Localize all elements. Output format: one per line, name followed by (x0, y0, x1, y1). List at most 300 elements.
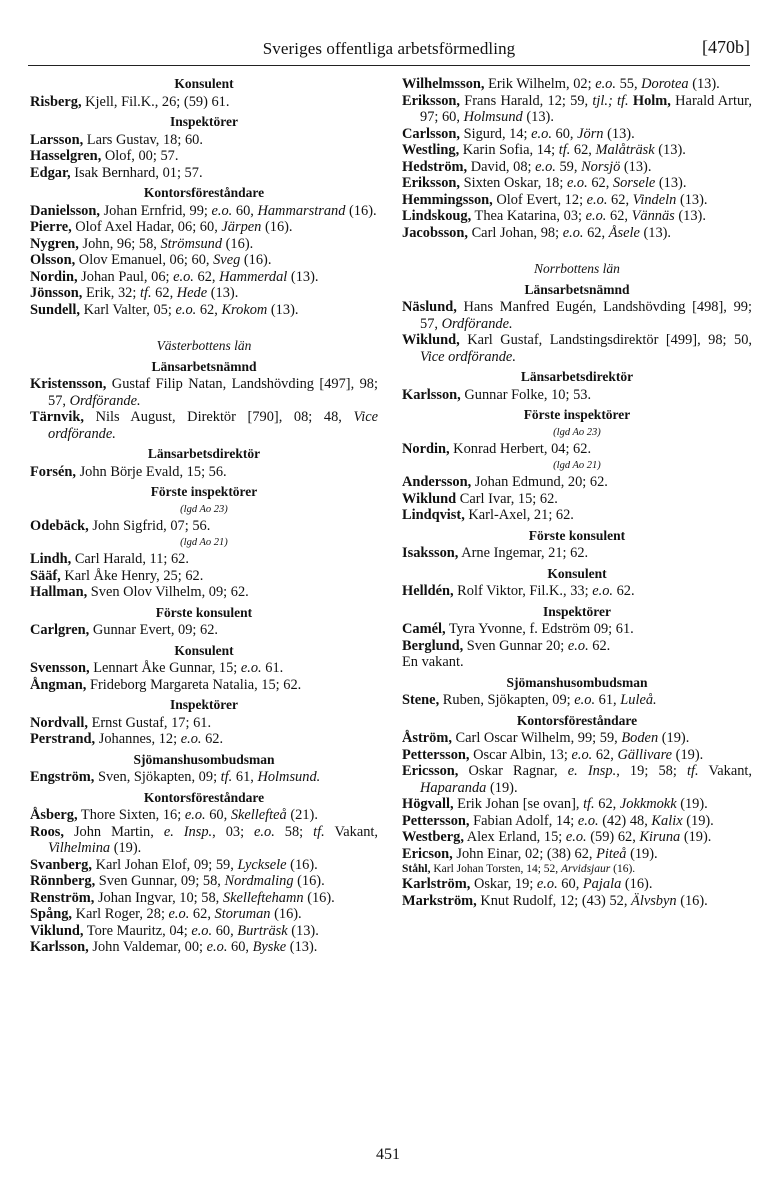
section-heading: Kontorsföreståndare (143, 185, 265, 200)
entry-text: (13). (620, 158, 652, 175)
entry-text: 60, (212, 922, 238, 939)
entry-text: Hans Manfred Eugén, Landshövding [498], 99; 57, (420, 299, 752, 332)
entry-italic-text: Boden (621, 730, 659, 746)
entry-italic-text: e.o. (595, 76, 616, 92)
directory-entry (30, 807, 378, 824)
entry-text: 62. (588, 637, 611, 654)
entry-surname: Stene, (402, 692, 440, 708)
section-heading: Konsulent (547, 565, 607, 581)
entry-italic-text: Gällivare (617, 746, 673, 763)
entry-italic-text: Vännäs (631, 208, 675, 224)
entry-text: Tyra Yvonne, f. Edström 09; 61. (445, 621, 634, 637)
entry-text: Oscar Albin, 13; (469, 746, 572, 763)
area-note: (lgd Ao 21) (553, 460, 601, 471)
entry-italic-text: Hede (176, 285, 208, 301)
entry-italic-text: e.o. (254, 823, 275, 840)
directory-entry (30, 132, 378, 149)
directory-entry (30, 939, 378, 956)
directory-entry (402, 441, 752, 458)
directory-entry (30, 584, 378, 601)
entry-text: Olov Emanuel, 06; 60, (75, 252, 214, 268)
directory-entry (30, 285, 378, 302)
directory-entry (402, 621, 752, 638)
right-column (402, 76, 752, 909)
entry-text: 61. (261, 660, 284, 676)
entry-italic-text: e.o. (535, 158, 556, 175)
entry-text: Gunnar Folke, 10; 53. (460, 386, 592, 403)
directory-entry (402, 126, 752, 143)
entry-text: (16). (293, 873, 325, 889)
directory-entry (402, 491, 752, 508)
entry-surname: Andersson, (402, 474, 472, 490)
entry-italic-text: e.o. (586, 191, 608, 208)
entry-italic-text: Holmsund. (257, 769, 321, 785)
entry-italic-text: tf. (220, 769, 233, 785)
entry-italic-text: e.o. (175, 301, 197, 318)
entry-text: Frideborg Margareta Natalia, 15; 62. (86, 676, 302, 693)
entry-italic-text: e.o. (168, 906, 190, 922)
entry-text: Sven Gunnar 20; (463, 637, 568, 654)
section-heading: Kontorsföreståndare (516, 712, 638, 728)
entry-italic-text: Jokkmokk (619, 796, 677, 812)
entry-text: Isak Bernhard, 01; 57. (70, 164, 203, 181)
entry-surname: Ericsson, (402, 763, 459, 779)
entry-text: (16). (261, 219, 293, 235)
entry-text: Erik Johan [se ovan], (453, 796, 584, 812)
entry-italic-text: Vice ordförande. (48, 409, 378, 442)
entry-text: 60, (227, 939, 253, 955)
entry-text: (16). (222, 235, 254, 252)
entry-italic-text: Åsele (608, 224, 640, 241)
entry-italic-text: Hammerdal (219, 268, 288, 285)
entry-surname: Rönnberg, (30, 873, 96, 889)
directory-entry (30, 219, 378, 236)
entry-text: Gustaf Filip Natan, Landshövding [497], 98; 57, (48, 376, 378, 409)
section-heading: Länsarbetsnämnd (524, 281, 630, 297)
section-heading: Länsarbetsdirektör (520, 369, 634, 384)
entry-surname: Kristensson, (30, 376, 107, 392)
entry-text: 62, (592, 746, 618, 763)
entry-italic-text: Skelleftehamn (222, 889, 304, 906)
section-heading: Konsulent (174, 76, 234, 91)
section-heading: Förste konsulent (155, 604, 253, 620)
entry-italic-text: e.o. (571, 746, 593, 763)
entry-italic-text: tf. (558, 142, 571, 158)
entry-text: Johan Ernfrid, 99; (99, 202, 212, 219)
entry-surname: Holm, (632, 92, 671, 109)
entry-text: (13). (286, 939, 318, 955)
entry-text: Olof, 00; 57. (101, 148, 179, 164)
entry-text: Tore Mauritz, 04; (83, 922, 192, 939)
entry-surname: Nordin, (30, 268, 78, 285)
entry-text: Knut Rudolf, 12; (43) 52, (476, 892, 632, 909)
entry-text: Sven, Sjökapten, 09; (94, 769, 221, 785)
entry-text: (13). (676, 191, 708, 208)
directory-entry (402, 507, 752, 524)
entry-text: (19). (672, 746, 704, 763)
entry-italic-text: Krokom (221, 301, 268, 318)
entry-surname: Jacobsson, (402, 224, 468, 241)
entry-text: 62, (193, 268, 220, 285)
entry-text: (19). (682, 812, 714, 829)
entry-text: Erik, 32; (82, 285, 140, 301)
entry-text: 60, (557, 876, 583, 892)
entry-surname: Svanberg, (30, 856, 92, 873)
directory-entry (30, 873, 378, 890)
entry-text: (13). (688, 76, 720, 92)
directory-entry (30, 906, 378, 923)
directory-entry (30, 376, 378, 409)
entry-text: Karl Gustaf, Landstingsdirektör [499], 98; 50, (459, 332, 752, 348)
directory-entry (402, 654, 752, 671)
county-heading: Norrbottens län (534, 261, 620, 276)
entry-text: 62, (583, 224, 609, 241)
entry-text: 60, (551, 125, 578, 142)
entry-surname: Ericson, (402, 845, 453, 862)
entry-surname: Helldén, (402, 583, 454, 599)
entry-italic-text: e.o. (577, 812, 599, 829)
section-heading: Inspektörer (169, 697, 238, 712)
entry-italic-text: e.o. (211, 202, 233, 219)
entry-text: John Börje Evald, 15; 56. (75, 463, 227, 480)
entry-italic-text: Vilhelmina (48, 840, 111, 856)
entry-text: Johan Edmund, 20; 62. (471, 474, 608, 490)
entry-text: Nils August, Direktör [790], 08; 48, (83, 409, 354, 425)
entry-surname: Eriksson, (402, 175, 460, 191)
entry-italic-text: e.o. (567, 637, 589, 654)
entry-text: 59, (555, 158, 582, 175)
entry-surname: Camél, (402, 621, 446, 637)
entry-text: , 03; (212, 823, 255, 840)
entry-text: Kjell, Fil.K., 26; (59) 61. (81, 93, 230, 110)
directory-entry (30, 236, 378, 253)
entry-surname: Karlström, (402, 876, 471, 892)
entry-italic-text: Strömsund (160, 235, 223, 252)
entry-text: Carl Johan, 98; (467, 224, 563, 241)
entry-text: (42) 48, (598, 812, 652, 829)
entry-text: 61, (595, 692, 621, 708)
entry-surname: Ångman, (30, 676, 87, 693)
directory-entry (402, 208, 752, 225)
directory-entry (30, 568, 378, 585)
entry-italic-text: tf. (139, 285, 152, 301)
entry-text: (19). (680, 829, 712, 845)
entry-text: Konrad Herbert, 04; 62. (449, 440, 592, 457)
entry-text: Carl Oscar Wilhelm, 99; 59, (451, 730, 622, 746)
entry-text: Harald Artur, 97; 60, (420, 92, 752, 125)
entry-surname: Wiklund (402, 490, 457, 507)
entry-text: Olof Axel Hadar, 06; 60, (71, 219, 222, 235)
entry-surname: Westberg, (402, 829, 464, 845)
entry-text: (16). (676, 892, 708, 909)
entry-surname: Lindqvist, (402, 507, 465, 523)
entry-italic-text: Malåträsk (595, 142, 655, 158)
entry-text: Johan Ingvar, 10; 58, (94, 889, 223, 906)
entry-italic-text: Haparanda (420, 779, 487, 796)
entry-surname: Ståhl, (402, 863, 431, 875)
directory-entry (402, 638, 752, 655)
entry-surname: Jönsson, (30, 285, 83, 301)
entry-surname: Larsson, (30, 131, 84, 148)
directory-entry (402, 93, 752, 126)
entry-surname: Westling, (402, 142, 460, 158)
directory-entry (30, 715, 378, 732)
entry-text: Sixten Oskar, 18; (459, 175, 567, 191)
entry-surname: Danielsson, (30, 202, 100, 219)
entry-text: Johan Paul, 06; (77, 268, 174, 285)
entry-text: Alex Erland, 15; (463, 829, 566, 845)
entry-italic-text: tf. (686, 763, 699, 779)
directory-entry (30, 148, 378, 165)
entry-surname: Hallman, (30, 584, 88, 600)
directory-entry (30, 769, 378, 786)
entry-surname: Engström, (30, 769, 95, 785)
entry-text: (19). (676, 796, 708, 812)
entry-italic-text: e.o. (180, 731, 202, 747)
directory-entry (30, 551, 378, 568)
directory-entry (30, 824, 378, 857)
entry-text: (16). (303, 889, 335, 906)
entry-surname: Viklund, (30, 922, 84, 939)
entry-surname: Odebäck, (30, 517, 89, 534)
directory-entry (402, 763, 752, 796)
entry-text: Sigurd, 14; (459, 125, 532, 142)
directory-entry (30, 464, 378, 481)
entry-text: (13). (655, 175, 687, 191)
entry-text: 62, (587, 175, 613, 191)
directory-entry (30, 203, 378, 220)
directory-entry (402, 747, 752, 764)
entry-italic-text: Ordförande. (441, 315, 513, 332)
entry-text: Ruben, Sjökapten, 09; (439, 692, 575, 708)
entry-surname: Näslund, (402, 299, 457, 315)
entry-italic-text: tf. (583, 796, 595, 812)
entry-text: 62. (612, 583, 635, 599)
entry-text: (16). (345, 202, 377, 219)
directory-entry (402, 299, 752, 332)
entry-italic-text: Kalix (651, 812, 683, 829)
entry-surname: Perstrand, (30, 731, 96, 747)
entry-text: En vakant. (402, 654, 464, 670)
entry-surname: Renström, (30, 889, 95, 906)
section-heading: Konsulent (174, 642, 234, 658)
entry-text: Fabian Adolf, 14; (469, 812, 578, 829)
entry-italic-text: Järpen (221, 219, 262, 235)
entry-surname: Olsson, (30, 252, 76, 268)
directory-entry (402, 175, 752, 192)
entry-italic-text: Hammarstrand (257, 202, 346, 219)
entry-surname: Spång, (30, 906, 72, 922)
entry-surname: Markström, (402, 892, 477, 909)
entry-surname: Pierre, (30, 219, 72, 235)
entry-text: (19). (658, 730, 690, 746)
entry-text: Karin Sofia, 14; (459, 142, 559, 158)
directory-entry (402, 545, 752, 562)
entry-italic-text: Piteå (596, 845, 627, 862)
entry-text: (59) 62, (586, 829, 640, 845)
entry-italic-text: Lycksele (237, 856, 287, 873)
section-heading: Länsarbetsnämnd (151, 358, 257, 374)
page-header (28, 37, 750, 66)
entry-italic-text: e.o. (585, 208, 607, 224)
entry-text: 62, (594, 796, 620, 812)
entry-italic-text: e.o. (536, 876, 558, 892)
entry-italic-text: e.o. (562, 224, 584, 241)
entry-text: Erik Wilhelm, 02; (484, 76, 596, 92)
entry-italic-text: Dorotea (641, 76, 689, 92)
entry-text: John Einar, 02; (38) 62, (452, 845, 597, 862)
entry-italic-text: Vindeln (632, 191, 677, 208)
directory-entry (30, 518, 378, 535)
entry-surname: Pettersson, (402, 812, 470, 829)
entry-text: 62, (151, 285, 177, 301)
entry-text: David, 08; (467, 158, 536, 175)
directory-entry (30, 94, 378, 111)
entry-italic-text: Arvidsjaur (561, 863, 611, 875)
directory-entry (30, 660, 378, 677)
entry-italic-text: Kiruna (639, 829, 681, 845)
entry-text: Arne Ingemar, 21; 62. (458, 545, 589, 561)
directory-entry (30, 677, 378, 694)
directory-entry (402, 893, 752, 910)
entry-text: 62, (196, 301, 222, 318)
entry-text: John Valdemar, 00; (88, 939, 207, 955)
section-heading: Inspektörer (169, 114, 238, 129)
directory-entry (30, 302, 378, 319)
directory-entry (402, 876, 752, 893)
entry-surname: Nordvall, (30, 714, 88, 731)
directory-entry (30, 731, 378, 748)
section-heading: Länsarbetsdirektör (147, 446, 261, 461)
entry-text: (13). (674, 208, 706, 224)
directory-entry (402, 332, 752, 365)
section-heading: Inspektörer (542, 603, 611, 619)
entry-text: 55, (615, 76, 642, 92)
entry-italic-text: Älvsbyn (631, 892, 677, 909)
directory-entry (30, 409, 378, 442)
entry-surname: Eriksson, (402, 92, 460, 109)
entry-italic-text: Luleå. (620, 692, 657, 708)
entry-italic-text: Ordförande. (69, 392, 141, 409)
area-note: (lgd Ao 23) (180, 503, 228, 515)
running-title: Sveriges offentliga arbetsförmedling (262, 39, 516, 58)
entry-text: (19). (110, 840, 142, 856)
area-note: (lgd Ao 21) (180, 537, 228, 548)
entry-text: Oskar, 19; (470, 876, 537, 892)
directory-entry (30, 857, 378, 874)
directory-entry (402, 225, 752, 242)
directory-entry (402, 730, 752, 747)
entry-text: Lars Gustav, 18; 60. (83, 131, 203, 148)
entry-italic-text: Nordmaling (224, 873, 294, 889)
entry-text: Vakant, (324, 823, 379, 840)
entry-italic-text: Storuman (214, 906, 271, 922)
entry-text: (13). (207, 285, 239, 301)
entry-italic-text: Norsjö (581, 158, 621, 175)
entry-text: Ernst Gustaf, 17; 61. (87, 714, 212, 731)
entry-text: 62, (606, 208, 632, 224)
area-note: (lgd Ao 23) (553, 426, 601, 438)
entry-text: Sven Olov Vilhelm, 09; 62. (87, 584, 249, 600)
directory-entry (402, 387, 752, 404)
entry-text: Karl Roger, 28; (72, 906, 169, 922)
entry-surname: Lindh, (30, 551, 72, 567)
entry-surname: Tärnvik, (30, 409, 84, 425)
entry-italic-text: Burträsk (237, 922, 288, 939)
entry-surname: Åström, (402, 730, 452, 746)
directory-entry (30, 165, 378, 182)
directory-entry (402, 829, 752, 846)
directory-entry (30, 890, 378, 907)
entry-surname: Hasselgren, (30, 148, 102, 164)
section-heading: Förste inspektörer (523, 407, 631, 422)
entry-text: Lennart Åke Gunnar, 15; (89, 660, 241, 676)
directory-entry (402, 142, 752, 159)
entry-surname: Högvall, (402, 796, 454, 812)
county-heading: Västerbottens län (156, 338, 252, 353)
entry-text: Thea Katarina, 03; (471, 208, 586, 224)
entry-text: 58; (274, 823, 314, 840)
entry-surname: Svensson, (30, 660, 90, 676)
entry-text: Olof Evert, 12; (492, 191, 587, 208)
entry-text: John Sigfrid, 07; 56. (88, 517, 211, 534)
entry-text: 62, (607, 191, 633, 208)
entry-surname: Nordin, (402, 440, 450, 457)
entry-text: (16). (240, 252, 272, 268)
entry-surname: Wilhelmsson, (402, 76, 485, 92)
entry-text: Karl Johan Torsten, 14; 52, (430, 863, 562, 875)
directory-entry (30, 923, 378, 940)
entry-text: 62. (201, 731, 224, 747)
entry-text: Sven Gunnar, 09; 58, (95, 873, 225, 889)
entry-text: 61, (232, 769, 258, 785)
entry-surname: Forsén, (30, 463, 76, 480)
entry-text: (13). (603, 125, 635, 142)
entry-text: Karl-Axel, 21; 62. (464, 507, 574, 523)
entry-surname: Pettersson, (402, 746, 470, 763)
section-heading: Förste konsulent (528, 527, 626, 543)
entry-text: Carl Ivar, 15; 62. (456, 490, 558, 507)
entry-surname: Nygren, (30, 235, 79, 252)
entry-text: 60, (232, 202, 258, 219)
entry-text: Rolf Viktor, Fil.K., 33; (453, 583, 593, 599)
directory-entry (402, 192, 752, 209)
directory-entry (402, 862, 752, 876)
section-heading: Sjömanshusombudsman (506, 674, 648, 690)
entry-italic-text: e.o. (184, 807, 206, 823)
entry-surname: Åsberg, (30, 807, 78, 823)
entry-surname: Hedström, (402, 158, 468, 175)
entry-text: (19). (486, 779, 518, 796)
entry-text: Vakant, (698, 763, 753, 779)
entry-italic-text: e.o. (592, 583, 613, 599)
entry-text: Karl Johan Elof, 09; 59, (91, 856, 238, 873)
entry-italic-text: e.o. (191, 922, 213, 939)
entry-surname: Berglund, (402, 637, 464, 654)
entry-surname: Carlsson, (402, 125, 460, 142)
entry-surname: Isaksson, (402, 545, 459, 561)
entry-italic-text: e.o. (531, 125, 552, 142)
directory-entry (30, 269, 378, 286)
entry-surname: Edgar, (30, 164, 71, 181)
directory-entry (402, 583, 752, 600)
directory-entry (402, 846, 752, 863)
directory-entry (402, 474, 752, 491)
entry-text: Frans Harald, 12; 59, (459, 92, 593, 109)
entry-text: 62, (570, 142, 596, 158)
entry-italic-text: Holmsund (463, 109, 523, 125)
entry-italic-text: Pajala (582, 876, 622, 892)
